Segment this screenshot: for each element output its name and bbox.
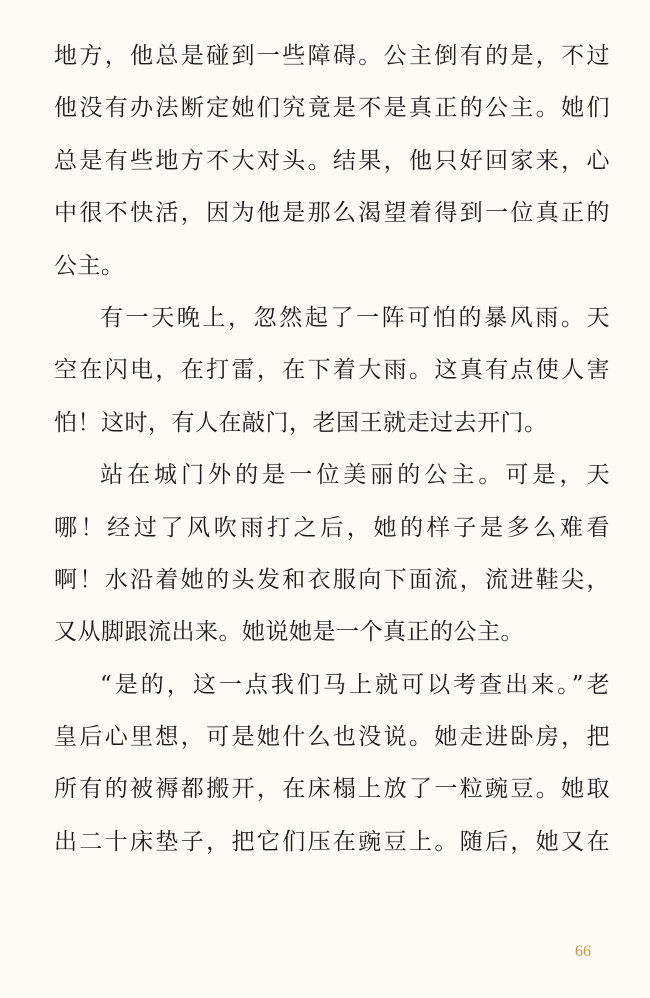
text-line: 又从脚跟流出来。她说她是一个真正的公主。 [54,619,524,646]
text-line: 皇后心里想，可是她什么也没说。她走进卧房，把 [54,724,610,751]
body-text [54,30,610,868]
text-line: 出二十床垫子，把它们压在豌豆上。随后，她又在 [54,828,610,855]
text-line: 哪！经过了风吹雨打之后，她的样子是多么难看 [54,514,610,541]
text-line: 啊！水沿着她的头发和衣服向下面流，流进鞋尖， [54,566,610,593]
text-line: 他没有办法断定她们究竟是不是真正的公主。她们 [54,95,610,122]
text-line: 站在城门外的是一位美丽的公主。可是，天 [100,462,610,489]
text-line: 地方，他总是碰到一些障碍。公主倒有的是，不过 [54,43,610,69]
text-line: 所有的被褥都搬开，在床榻上放了一粒豌豆。她取 [54,776,610,803]
text-line: 公主。 [54,252,125,279]
page-number: 66 [575,943,591,960]
text-line: “是的，这一点我们马上就可以考查出来。”老 [100,671,610,698]
text-line: 空在闪电，在打雷，在下着大雨。这真有点使人害 [54,357,610,384]
text-line: 有一天晚上，忽然起了一阵可怕的暴风雨。天 [100,304,610,331]
text-line: 总是有些地方不大对头。结果，他只好回家来，心 [54,147,610,174]
text-line: 中很不快活，因为他是那么渴望着得到一位真正的 [54,200,610,227]
text-line: 怕！这时，有人在敲门，老国王就走过去开门。 [54,409,548,436]
